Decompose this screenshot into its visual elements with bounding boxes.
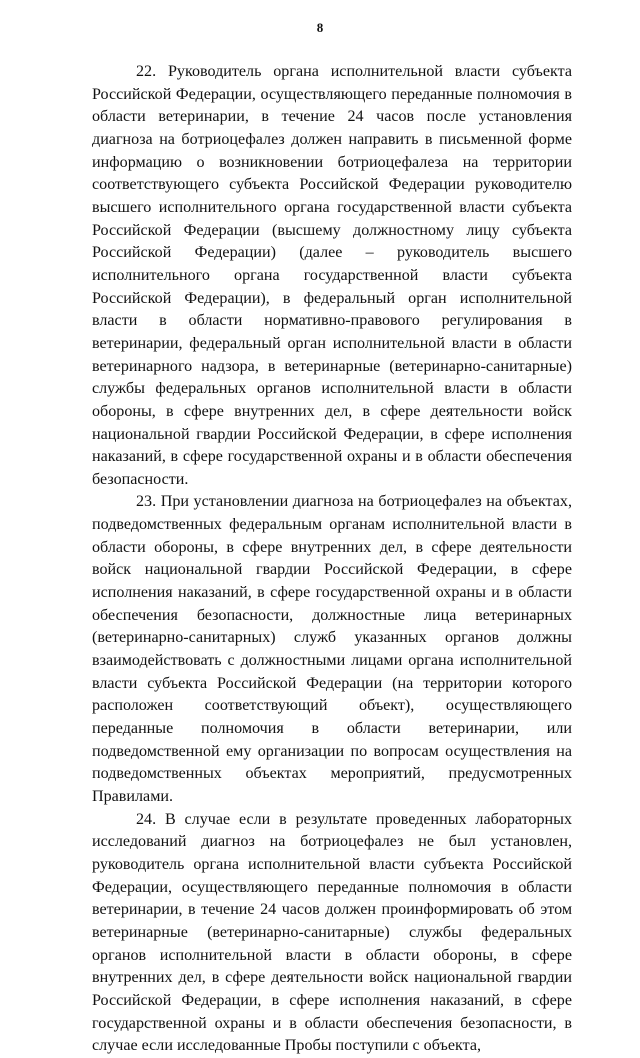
paragraph-23: 23. При установлении диагноза на ботриоцефалез на объектах, подведомственных федеральным органам исполнительной власти в области обороны, в сфере внутренних дел, в сфере деятельности войск национальной гвардии Российской Федерации, в сфере исполнения наказаний, в сфере государственной охраны и в области обеспечения безопасности, должностные лица ветеринарных (ветеринарно-санитарных) служб указанных органов должны взаимодействовать с должностными лицами органа исполнительной власти субъекта Российской Федерации (на территории которого расположен соответствующий объект), осуществляющего переданные полномочия в области ветеринарии, или подведомственной ему организации по вопросам осуществления на подведомственных объектах мероприятий, предусмотренных Правилами. <box>92 493 572 805</box>
paragraph-24: 24. В случае если в результате проведенных лабораторных исследований диагноз на ботриоцефалез не был установлен, руководитель органа исполнительной власти субъекта Российской Федерации, осуществляющего переданные полномочия в области ветеринарии, в течение 24 часов должен проинформировать об этом ветеринарные (ветеринарно-санитарные) службы федеральных органов исполнительной власти в области обороны, в сфере внутренних дел, в сфере деятельности войск национальной гвардии Российской Федерации, в сфере исполнения наказаний, в сфере государственной охраны и в области обеспечения безопасности, в случае если исследованные Пробы поступили с объекта, <box>92 810 572 1055</box>
paragraph-22: 22. Руководитель органа исполнительной власти субъекта Российской Федерации, осуществляющего переданные полномочия в области ветеринарии, в течение 24 часов после установления диагноза на ботриоцефалез должен направить в письменной форме информацию о возникновении ботриоцефалеза на территории соответствующего субъекта Российской Федерации руководителю высшего исполнительного органа государственной власти субъекта Российской Федерации (высшему должностному лицу субъекта Российской Федерации) (далее – руководитель высшего исполнительного органа государственной власти субъекта Российской Федерации), в федеральный орган исполнительной власти в области нормативно-правового регулирования в ветеринарии, федеральный орган исполнительной власти в области ветеринарного надзора, в ветеринарные (ветеринарно-санитарные) службы федеральных органов исполнительной власти в области обороны, в сфере внутренних дел, в сфере деятельности войск национальной гвардии Российской Федерации, в сфере исполнения наказаний, в сфере государственной охраны и в области обеспечения безопасности. <box>92 63 572 488</box>
document-body <box>92 61 572 1058</box>
page-number: 8 <box>316 20 324 35</box>
